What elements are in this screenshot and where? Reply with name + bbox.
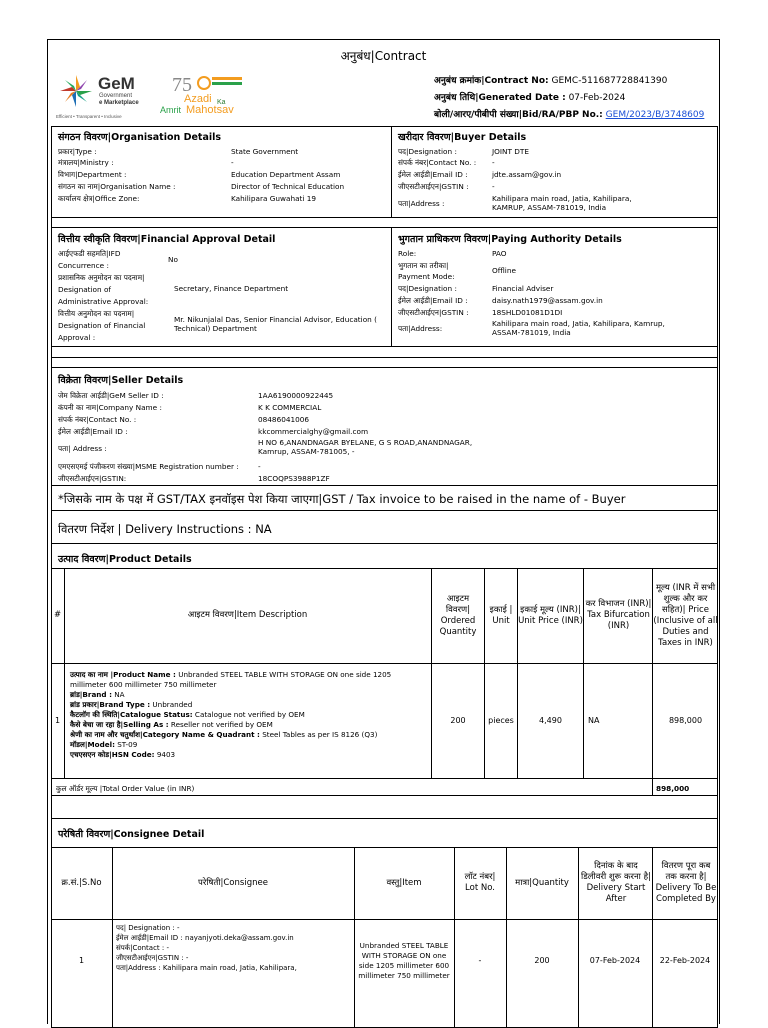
svg-text:75: 75 — [172, 74, 192, 96]
gem-logo-icon — [54, 69, 259, 123]
contract-page: अनुबंध|Contract GeM Government e Marketplace Efficient • Transparent • Inclusive 75 Azadi Ka Amrit Mahotsav अनुबंध क्रमांक|Contract No: GEMC-511687728841390 अनुबंध तिथि|Generated Date : 07-Feb-2024 बोली/आरए/पीबीपी संख्या|Bid/RA/PBP No.: GEM/2023/B/3748609 संगठन विवरण|Organisation Details प्रकार|Type : State Government मंत्रालय|Ministry : - विभाग|Department : Education Department Assam संगठन का नाम|Organisation Name : Director of Technical Education कार्यालय क्षेत्र|Office Zone: Kahilipara Guwahati 19 खरीदार विवरण|Buyer Details पद|Designation : JOINT DTE संपर्क नंबर|Contact No. : - ईमेल आईडी|Email ID : jdte.assam@gov.in जीएसटीआईएन|GSTIN : - पता|Address : Kahilipara main road, Jatia, Kahilipara, KAMRUP, ASSAM-781019, India वित्तीय स्वीकृति विवरण|Financial Approval Detail आईएफडी सहमति|IFD Concurrence : No प्रशासनिक अनुमोदन का पदनाम| Designation of Administrative Approval: Secretary, Finance Department वित्तीय अनुमोदन का पदनाम| Designation of Financial Approval : Mr. Nikunjalal Das, Senior Financial Advisor, Education ( Technical) Department भुगतान प्राधिकरण विवरण|Paying Authority Details Role: PAO भुगतान का तरीका| Payment Mode: Offline पद|Designation : Financial Adviser ईमेल आईडी|Email ID : daisy.nath1979@assam.gov.in जीएसटीआईएन|GSTIN : 18SHLD01081D1DI पता|Address: Kahilipara main road, Jatia, Kahilipara, Kamrup, ASSAM-781019, India विक्रेता विवरण|Seller Details जेम विक्रेता आईडी|GeM Seller ID : 1AA6190000922445 कंपनी का नाम|Company Name : K K COMMERCIAL संपर्क नंबर|Contact No. : 08486041006 ईमेल आईडी|Email ID : kkcommercialghy@gmail.com पता| Address : H NO 6,ANANDNAGAR BYELANE, G S ROAD,ANANDNAGAR, Kamrup, ASSAM-781005, - एमएसएमई पंजीकरण संख्या|MSME Registration number : - जीएसटीआईएन|GSTIN: 18COQPS3988P1ZF *जिसके नाम के पक्ष में GST/TAX इनवॉइस पेश किया जाएगा|GST / Tax invoice to be raised in the name of - Buyer वितरण निर्देश | Delivery Instructions : NA उत्पाद विवरण|Product Details # आइटम विवरण|Item Description आइटम विवरण| Ordered Quantity इकाई | Unit इकाई मूल्य (INR)| Unit Price (INR) कर विभाजन (INR)| Tax Bifurcation (INR) मूल्य (INR में सभी शुल्क और कर सहित)| Price (Inclusive of all Duties and Taxes in INR) 1 उत्पाद का नाम |Product Name : Unbranded STEEL TABLE WITH STORAGE ON one side 1205 millimeter 600 millimeter 750 millimeter ब्रांड|Brand : NA ब्रांड प्रकार|Brand Type : Unbranded कैटलॉग की स्थिति|Catalogue Status: Catalogue not verified by OEM कैसे बेचा जा रहा है|Selling As : Reseller not verified by OEM श्रेणी का नाम और चतुर्थांश|Category Name & Quadrant : Steel Tables as per IS 8126 (Q3) मॉडल|Model: ST-09 एचएसएन कोड|HSN Code: 9403 200 pieces 4,490 NA 898,000 कुल ऑर्डर मूल्य |Total Order Value (in INR) 898,000 परेषिती विवरण|Consignee Detail क्र.सं.|S.No परेषिती|Consignee वस्तु|Item लॉट नंबर| Lot No. मात्रा|Quantity दिनांक के बाद डिलीवरी शुरू करना है| Delivery Start After वितरण पूरा कब तक करना है| Delivery To Be Completed By 1 पद| Designation : - ईमेल आईडी|Email ID : nayanjyoti.deka@assam.gov.in संपर्क|Contact : - जीएसटीआईएन|GSTIN : - पता|Address : Kahilipara main road, Jatia, Kahilipara, Unbranded STEEL TABLE WITH STORAGE ON one side 1205 millimeter 600 millimeter 750 millimeter - 200 07-Feb-2024 22-Feb-2024 — [47, 39, 720, 1024]
financial-title: वित्तीय स्वीकृति विवरण|Financial Approval Detail — [58, 234, 276, 245]
contract-number: अनुबंध क्रमांक|Contract No: GEMC-511687728841390 — [434, 76, 668, 86]
svg-text:e Marketplace: e Marketplace — [99, 100, 139, 106]
delivery-note: वितरण निर्देश | Delivery Instructions : NA — [58, 522, 272, 536]
generated-date: अनुबंध तिथि|Generated Date : 07-Feb-2024 — [434, 93, 626, 103]
svg-text:Azadi: Azadi — [184, 93, 212, 105]
org-title: संगठन विवरण|Organisation Details — [58, 132, 222, 143]
consignee-title: परेषिती विवरण|Consignee Detail — [58, 829, 205, 840]
product-description: उत्पाद का नाम |Product Name : Unbranded STEEL TABLE WITH STORAGE ON one side 1205 millimeter 600 millimeter 750 millimeter ब्रांड|Brand : NA ब्रांड प्रकार|Brand Type : Unbranded कैटलॉग की स्थिति|Catalogue Status: Catalogue not verified by OEM कैसे बेचा जा रहा है|Selling As : Reseller not verified by OEM श्रेणी का नाम और चतुर्थांश|Category Name & Quadrant : Steel Tables as per IS 8126 (Q3) मॉडल|Model: ST-09 एचएसएन कोड|HSN Code: 9403 — [70, 670, 392, 759]
gst-note: *जिसके नाम के पक्ष में GST/TAX इनवॉइस पेश किया जाएगा|GST / Tax invoice to be raised in the name of - Buyer — [58, 492, 626, 506]
svg-text:Mahotsav: Mahotsav — [186, 104, 234, 116]
total-value: 898,000 — [656, 784, 690, 793]
consignee-item: Unbranded STEEL TABLE WITH STORAGE ON one side 1205 millimeter 600 millimeter 750 millimeter — [358, 941, 450, 980]
page-title: अनुबंध|Contract — [340, 49, 427, 63]
svg-text:Government: Government — [99, 93, 133, 99]
svg-text:GeM: GeM — [98, 74, 135, 93]
svg-text:Efficient • Transparent • Incl: Efficient • Transparent • Inclusive — [56, 114, 122, 119]
seller-title: विक्रेता विवरण|Seller Details — [58, 375, 184, 386]
paying-title: भुगतान प्राधिकरण विवरण|Paying Authority Details — [398, 234, 622, 245]
consignee-details: पद| Designation : - ईमेल आईडी|Email ID : nayanjyoti.deka@assam.gov.in संपर्क|Contact : - जीएसटीआईएन|GSTIN : - पता|Address : Kahilipara main road, Jatia, Kahilipara, — [116, 924, 297, 972]
buyer-title: खरीदार विवरण|Buyer Details — [398, 132, 527, 143]
gem-azadi-logo — [54, 69, 259, 123]
svg-text:Amrit: Amrit — [160, 105, 181, 115]
bid-number: बोली/आरए/पीबीपी संख्या|Bid/RA/PBP No.: GEM/2023/B/3748609 — [434, 110, 705, 120]
product-title: उत्पाद विवरण|Product Details — [58, 554, 192, 565]
total-label: कुल ऑर्डर मूल्य |Total Order Value (in INR) — [56, 784, 195, 793]
svg-text:Ka: Ka — [217, 99, 226, 106]
bid-number-link[interactable]: GEM/2023/B/3748609 — [605, 110, 705, 120]
